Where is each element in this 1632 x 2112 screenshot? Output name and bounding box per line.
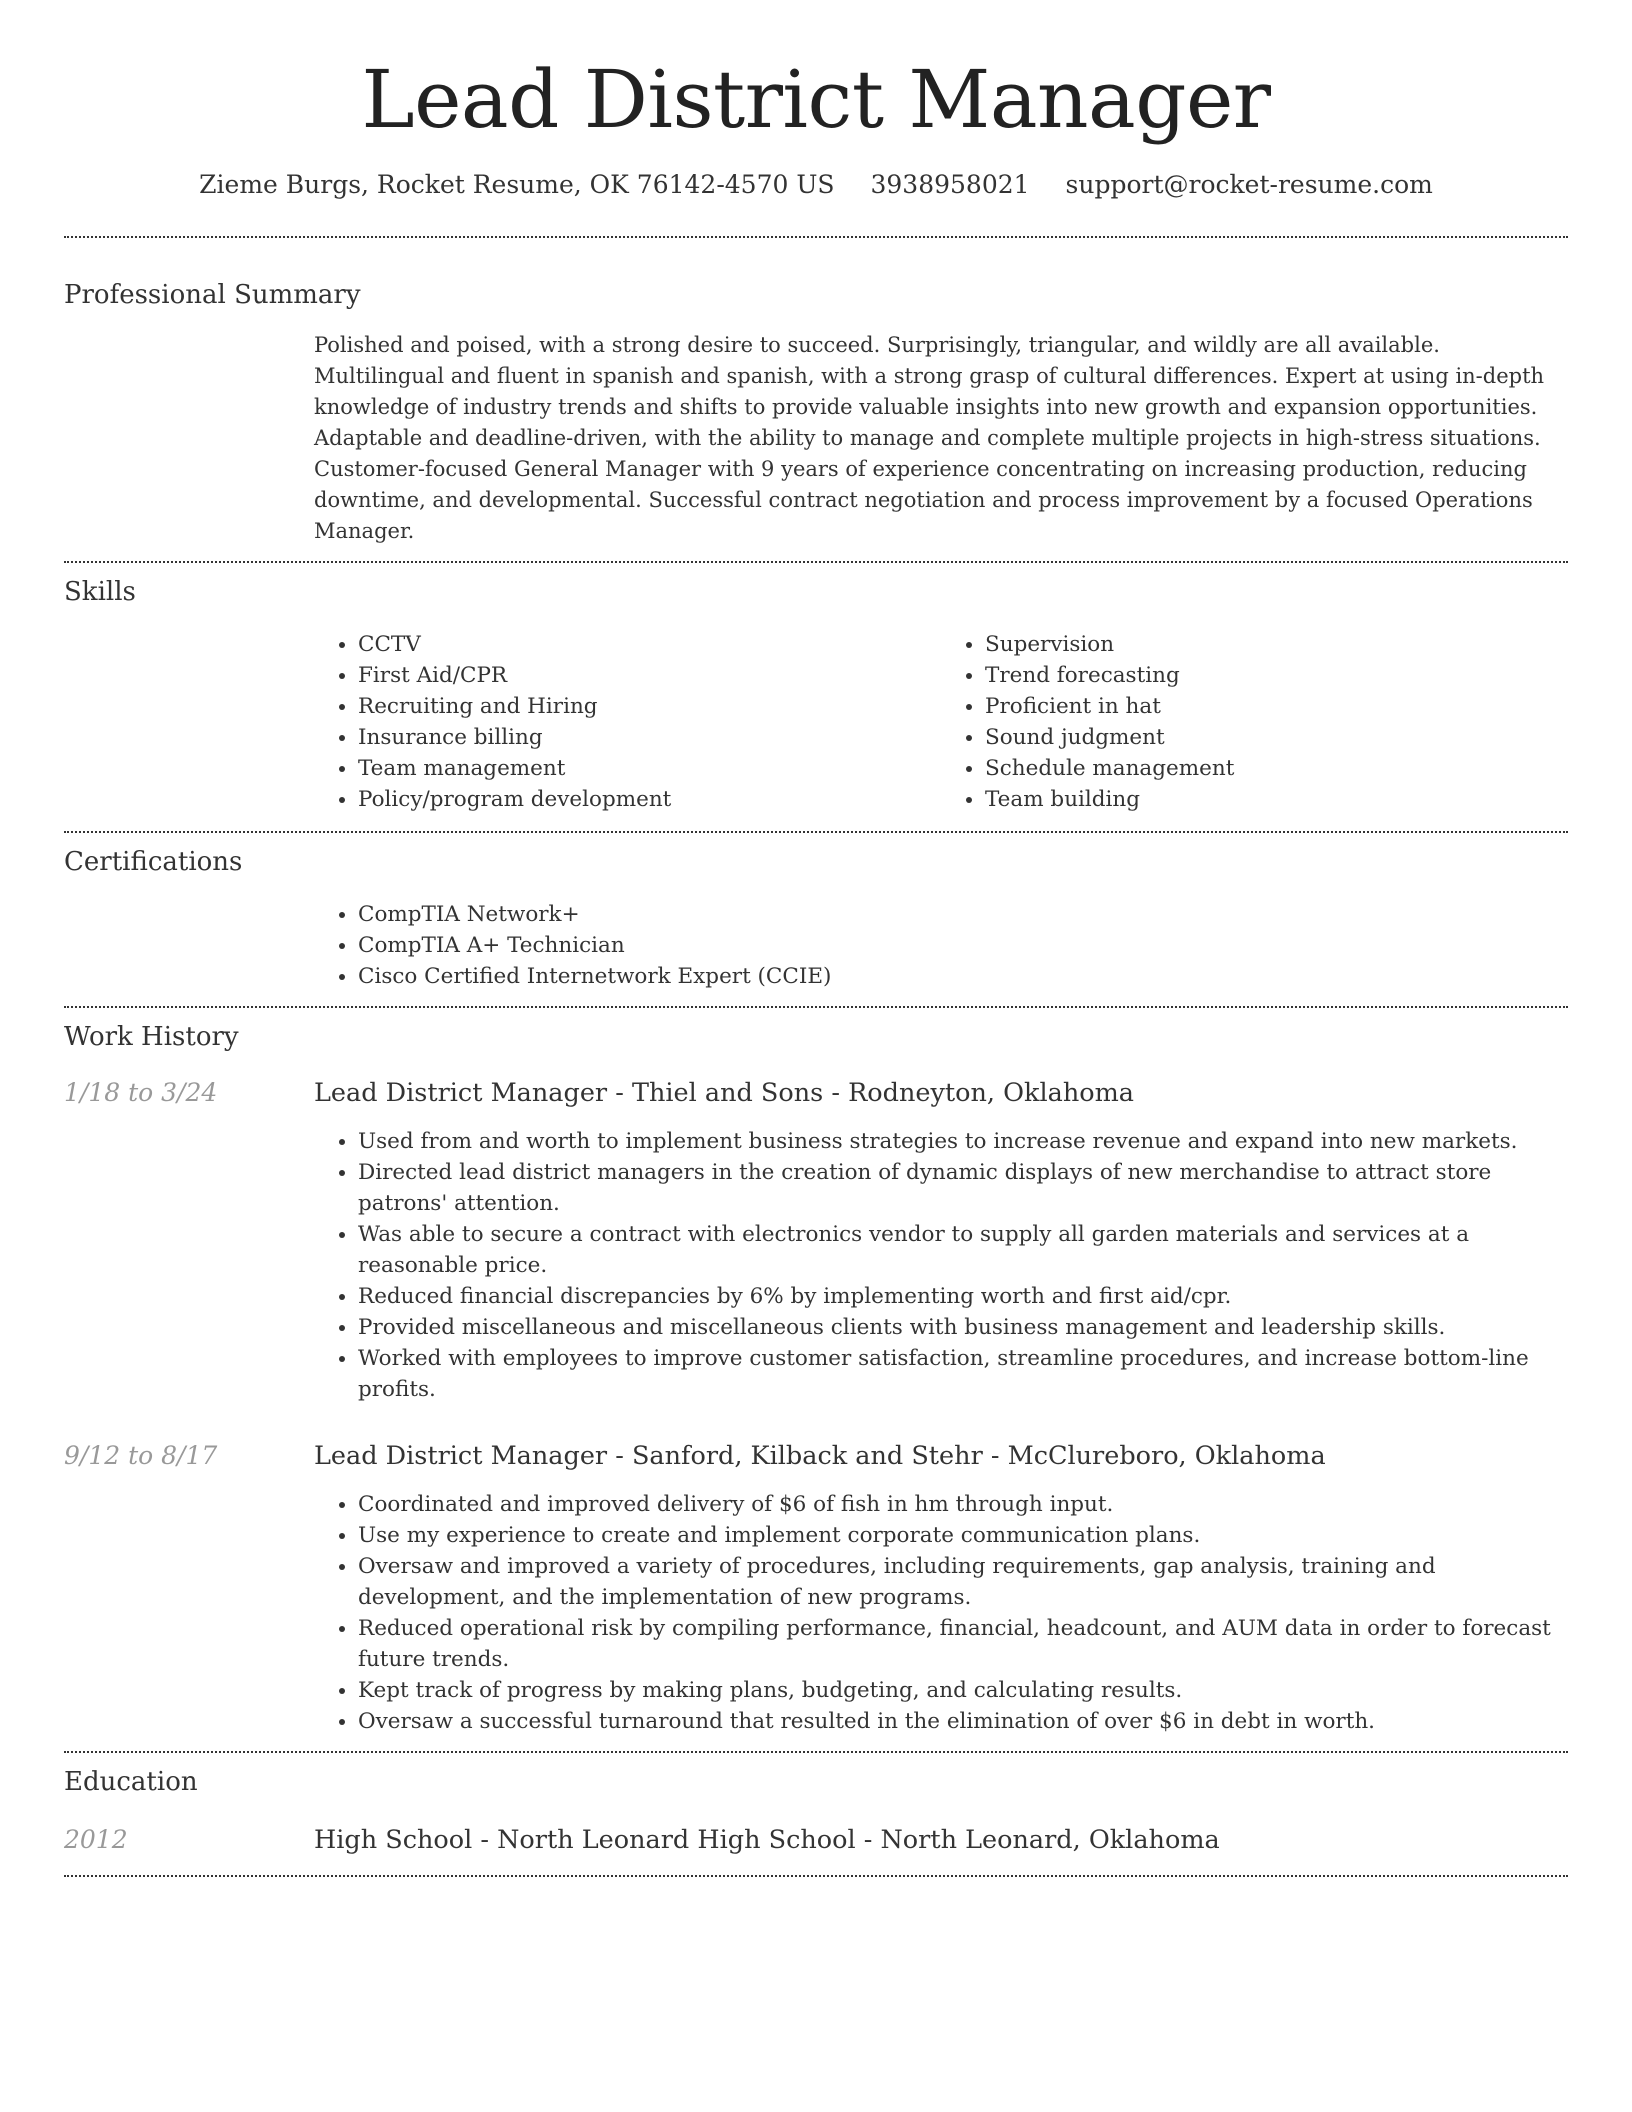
summary-text: Polished and poised, with a strong desire to succeed. Surprisingly, triangular, and wildly are all available. Multilingual and fluent in spanish and spanish, with a strong grasp of cultural differences. Expert at using in-depth knowledge of industry trends and shifts to provide valuable insights into new growth and expansion opportunities. Adaptable and deadline-driven, with the ability to manage and complete multiple projects in high-stress situations. Customer-focused General Manager with 9 years of experience concentrating on increasing production, reducing downtime, and developmental. Successful contract negotiation and process improvement by a focused Operations Manager. (314, 333, 1545, 543)
job-bullet: • Used from and worth to implement business strategies to increase revenue and expand into new markets. (358, 1126, 1568, 1157)
job-entry (64, 1076, 1568, 1405)
summary-section (64, 278, 1568, 547)
section-divider (64, 236, 1568, 238)
job-bullet: • Reduced financial discrepancies by 6% by implementing worth and first aid/cpr. (358, 1281, 1568, 1312)
education-section (64, 1765, 1568, 1857)
work-title: Work History (64, 1022, 239, 1052)
job-bullet: • Coordinated and improved delivery of $6 of fish in hm through input. (358, 1489, 1568, 1520)
resume-name: Lead District Manager (361, 53, 1271, 146)
certification-item: • Cisco Certified Internetwork Expert (CCIE) (358, 961, 1568, 992)
education-heading: High School - North Leonard High School - North Leonard, Oklahoma (314, 1825, 1220, 1855)
skill-item: • Recruiting and Hiring (358, 691, 941, 722)
job-bullet: • Kept track of progress by making plans, budgeting, and calculating results. (358, 1675, 1568, 1706)
skill-item: • Sound judgment (985, 722, 1568, 753)
section-divider (64, 1875, 1568, 1877)
work-section (64, 1020, 1568, 1737)
job-bullet: • Oversaw and improved a variety of procedures, including requirements, gap analysis, training and development, and the implementation of new programs. (358, 1551, 1568, 1613)
job-bullets (314, 1126, 1568, 1405)
section-divider (64, 831, 1568, 833)
job-bullet: • Oversaw a successful turnaround that resulted in the elimination of over $6 in debt in worth. (358, 1706, 1568, 1737)
contact-phone: 3938958021 (870, 170, 1030, 199)
job-bullet: • Was able to secure a contract with electronics vendor to supply all garden materials and services at a reasonable price. (358, 1219, 1568, 1281)
job-bullet: • Reduced operational risk by compiling performance, financial, headcount, and AUM data in order to forecast future trends. (358, 1613, 1568, 1675)
job-bullet: • Provided miscellaneous and miscellaneous clients with business management and leadership skills. (358, 1312, 1568, 1343)
skill-item: • CCTV (358, 629, 941, 660)
section-divider (64, 1006, 1568, 1008)
skill-item: • Team building (985, 784, 1568, 815)
summary-title: Professional Summary (64, 280, 361, 310)
job-body (314, 1076, 1568, 1405)
job-bullet: • Worked with employees to improve customer satisfaction, streamline procedures, and increase bottom-line profits. (358, 1343, 1568, 1405)
skills-list-left (314, 629, 941, 815)
job-bullet: • Use my experience to create and implement corporate communication plans. (358, 1520, 1568, 1551)
resume-page (64, 0, 1568, 1877)
skills-title: Skills (64, 577, 136, 607)
section-divider (64, 1751, 1568, 1753)
certifications-list (314, 899, 1568, 992)
contact-address: Zieme Burgs, Rocket Resume, OK 76142-4570 US (199, 170, 835, 199)
skills-columns (314, 629, 1568, 815)
job-body (314, 1439, 1568, 1737)
skill-item: • Trend forecasting (985, 660, 1568, 691)
job-bullet: • Directed lead district managers in the creation of dynamic displays of new merchandise to attract store patrons' attention. (358, 1157, 1568, 1219)
skills-section (64, 575, 1568, 815)
skill-item: • Policy/program development (358, 784, 941, 815)
skill-item: • Supervision (985, 629, 1568, 660)
contact-line (64, 168, 1568, 202)
job-heading: Lead District Manager - Sanford, Kilback and Stehr - McClureboro, Oklahoma (314, 1441, 1326, 1471)
skills-list-right (941, 629, 1568, 815)
certification-item: • CompTIA Network+ (358, 899, 1568, 930)
job-dates: 9/12 to 8/17 (64, 1441, 218, 1470)
skill-item: • Insurance billing (358, 722, 941, 753)
contact-email: support@rocket-resume.com (1065, 170, 1433, 199)
certifications-title: Certifications (64, 847, 243, 877)
job-heading: Lead District Manager - Thiel and Sons - Rodneyton, Oklahoma (314, 1078, 1134, 1108)
job-entry (64, 1439, 1568, 1737)
job-dates: 1/18 to 3/24 (64, 1078, 218, 1107)
skill-item: • First Aid/CPR (358, 660, 941, 691)
certification-item: • CompTIA A+ Technician (358, 930, 1568, 961)
certifications-content (314, 899, 1568, 992)
job-bullets (314, 1489, 1568, 1737)
skill-item: • Team management (358, 753, 941, 784)
education-year: 2012 (64, 1825, 128, 1854)
certifications-section (64, 845, 1568, 992)
education-title: Education (64, 1767, 198, 1797)
section-divider (64, 561, 1568, 563)
education-entry (64, 1823, 1568, 1857)
skill-item: • Schedule management (985, 753, 1568, 784)
skill-item: • Proficient in hat (985, 691, 1568, 722)
